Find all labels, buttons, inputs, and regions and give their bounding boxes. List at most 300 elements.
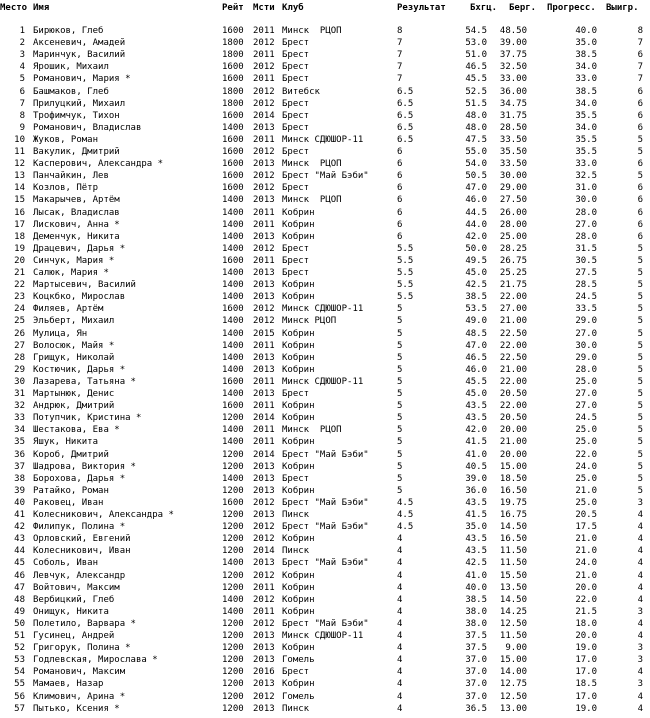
cell-progress: 38.5 bbox=[575, 50, 597, 61]
cell-rating: 1200 bbox=[222, 667, 244, 678]
cell-club: Брест bbox=[282, 50, 310, 61]
table-row bbox=[0, 376, 650, 388]
cell-name: Филипук, Полина * bbox=[33, 522, 126, 533]
cell-buchholz: 44.5 bbox=[465, 207, 487, 218]
cell-wins: 5 bbox=[637, 134, 643, 145]
cell-progress: 33.0 bbox=[575, 159, 597, 170]
table-row bbox=[0, 436, 650, 448]
cell-progress: 17.0 bbox=[575, 655, 597, 666]
table-row bbox=[0, 255, 650, 267]
cell-buchholz: 40.5 bbox=[465, 461, 487, 472]
cell-place: 28 bbox=[14, 352, 25, 363]
cell-rating: 1200 bbox=[222, 522, 244, 533]
cell-rating: 1200 bbox=[222, 691, 244, 702]
cell-buchholz: 43.5 bbox=[465, 413, 487, 424]
cell-place: 18 bbox=[14, 231, 25, 242]
cell-wins: 6 bbox=[637, 231, 643, 242]
cell-berger: 27.50 bbox=[499, 195, 527, 206]
cell-club: Кобрин bbox=[282, 485, 315, 496]
cell-buchholz: 38.5 bbox=[465, 594, 487, 605]
cell-result: 5 bbox=[397, 389, 403, 399]
cell-rating: 1800 bbox=[222, 86, 244, 97]
cell-rating: 1600 bbox=[222, 26, 244, 36]
table-row bbox=[0, 73, 650, 85]
table-row bbox=[0, 618, 650, 630]
cell-rating: 1200 bbox=[222, 510, 244, 520]
cell-result: 5.5 bbox=[397, 280, 414, 291]
cell-club: Минск СДЮШОР-11 bbox=[282, 134, 364, 145]
cell-berger: 34.75 bbox=[499, 98, 527, 109]
cell-club: Брест "Май Бэби" bbox=[282, 558, 369, 569]
cell-name: Грищук, Николай bbox=[33, 352, 115, 363]
cell-place: 45 bbox=[14, 558, 25, 569]
cell-name: Шадрова, Виктория * bbox=[33, 461, 136, 472]
cell-place: 48 bbox=[14, 594, 25, 605]
cell-name: Вербицкий, Глеб bbox=[33, 594, 115, 605]
cell-result: 4 bbox=[397, 558, 403, 569]
cell-birth-year: 2012 bbox=[253, 147, 275, 157]
cell-wins: 7 bbox=[637, 38, 643, 49]
cell-berger: 22.50 bbox=[499, 328, 527, 339]
cell-rating: 1400 bbox=[222, 437, 244, 448]
cell-birth-year: 2011 bbox=[253, 340, 275, 351]
cell-name: Коцкбко, Мирослав bbox=[33, 292, 126, 303]
cell-berger: 15.00 bbox=[499, 461, 527, 472]
cell-place: 53 bbox=[14, 655, 25, 666]
cell-rating: 1400 bbox=[222, 389, 244, 399]
cell-wins: 4 bbox=[637, 546, 643, 557]
cell-rating: 1200 bbox=[222, 413, 244, 424]
cell-wins: 5 bbox=[637, 473, 643, 484]
cell-wins: 5 bbox=[637, 316, 643, 327]
cell-birth-year: 2013 bbox=[253, 473, 275, 484]
cell-progress: 25.0 bbox=[575, 473, 597, 484]
cell-berger: 20.00 bbox=[499, 425, 527, 436]
cell-wins: 8 bbox=[637, 26, 643, 36]
table-row bbox=[0, 170, 650, 182]
table-row bbox=[0, 25, 650, 37]
cell-rating: 1600 bbox=[222, 171, 244, 182]
cell-place: 33 bbox=[14, 413, 25, 424]
cell-berger: 48.50 bbox=[499, 26, 527, 36]
cell-result: 5.5 bbox=[397, 268, 414, 278]
cell-berger: 33.50 bbox=[499, 159, 527, 170]
cell-place: 23 bbox=[14, 292, 25, 303]
cell-name: Башмаков, Глеб bbox=[33, 86, 109, 97]
cell-name: Мулица, Ян bbox=[33, 328, 88, 339]
cell-name: Ярошик, Михаил bbox=[33, 62, 109, 73]
cell-place: 13 bbox=[14, 171, 25, 182]
cell-wins: 5 bbox=[637, 425, 643, 436]
table-row bbox=[0, 182, 650, 194]
cell-berger: 13.50 bbox=[499, 582, 527, 593]
cell-name: Колесникович, Иван bbox=[33, 546, 131, 557]
cell-buchholz: 37.5 bbox=[465, 631, 487, 641]
cell-club: Брест bbox=[282, 147, 310, 157]
cell-place: 42 bbox=[14, 522, 25, 533]
cell-progress: 34.0 bbox=[575, 62, 597, 73]
cell-club: Брест bbox=[282, 473, 310, 484]
table-row bbox=[0, 243, 650, 255]
header-name: Имя bbox=[33, 3, 50, 13]
cell-place: 50 bbox=[14, 618, 25, 629]
cell-place: 21 bbox=[14, 268, 25, 278]
table-row bbox=[0, 194, 650, 206]
cell-birth-year: 2014 bbox=[253, 449, 275, 460]
cell-place: 20 bbox=[14, 255, 25, 266]
cell-birth-year: 2012 bbox=[253, 534, 275, 545]
cell-place: 22 bbox=[14, 280, 25, 291]
table-row bbox=[0, 642, 650, 654]
cell-birth-year: 2012 bbox=[253, 62, 275, 73]
cell-name: Войтович, Максим bbox=[33, 582, 120, 593]
cell-rating: 1600 bbox=[222, 62, 244, 73]
cell-club: Кобрин bbox=[282, 364, 315, 375]
table-row bbox=[0, 134, 650, 146]
cell-buchholz: 49.5 bbox=[465, 255, 487, 266]
table-row bbox=[0, 98, 650, 110]
cell-result: 4 bbox=[397, 606, 403, 617]
cell-result: 5 bbox=[397, 401, 403, 412]
cell-result: 4 bbox=[397, 691, 403, 702]
cell-wins: 4 bbox=[637, 618, 643, 629]
table-row bbox=[0, 122, 650, 134]
cell-berger: 20.50 bbox=[499, 389, 527, 399]
cell-place: 8 bbox=[19, 110, 25, 121]
cell-berger: 33.00 bbox=[499, 74, 527, 85]
cell-birth-year: 2013 bbox=[253, 679, 275, 690]
cell-progress: 21.0 bbox=[575, 485, 597, 496]
cell-rating: 1400 bbox=[222, 473, 244, 484]
cell-berger: 31.75 bbox=[499, 110, 527, 121]
cell-buchholz: 44.0 bbox=[465, 219, 487, 230]
cell-wins: 6 bbox=[637, 183, 643, 194]
table-row bbox=[0, 630, 650, 642]
cell-buchholz: 54.5 bbox=[465, 26, 487, 36]
cell-result: 6.5 bbox=[397, 122, 414, 133]
cell-buchholz: 43.5 bbox=[465, 546, 487, 557]
cell-birth-year: 2013 bbox=[253, 364, 275, 375]
cell-birth-year: 2012 bbox=[253, 316, 275, 327]
cell-progress: 24.5 bbox=[575, 413, 597, 424]
cell-name: Романович, Максим bbox=[33, 667, 126, 678]
cell-birth-year: 2011 bbox=[253, 437, 275, 448]
cell-progress: 21.0 bbox=[575, 546, 597, 557]
cell-result: 4 bbox=[397, 703, 403, 714]
cell-wins: 3 bbox=[637, 497, 643, 508]
cell-place: 10 bbox=[14, 134, 25, 145]
cell-name: Вакулик, Дмитрий bbox=[33, 147, 120, 157]
cell-berger: 21.00 bbox=[499, 316, 527, 327]
cell-progress: 19.0 bbox=[575, 703, 597, 714]
cell-rating: 1400 bbox=[222, 292, 244, 303]
cell-berger: 11.50 bbox=[499, 558, 527, 569]
cell-club: Минск РЦОП bbox=[282, 316, 337, 327]
cell-progress: 34.0 bbox=[575, 98, 597, 109]
cell-birth-year: 2011 bbox=[253, 376, 275, 387]
cell-birth-year: 2013 bbox=[253, 122, 275, 133]
cell-wins: 6 bbox=[637, 122, 643, 133]
cell-club: Кобрин bbox=[282, 413, 315, 424]
cell-buchholz: 48.5 bbox=[465, 328, 487, 339]
cell-berger: 15.50 bbox=[499, 570, 527, 581]
cell-berger: 35.50 bbox=[499, 147, 527, 157]
cell-birth-year: 2012 bbox=[253, 183, 275, 194]
cell-rating: 1200 bbox=[222, 679, 244, 690]
cell-progress: 18.5 bbox=[575, 679, 597, 690]
cell-buchholz: 41.5 bbox=[465, 437, 487, 448]
cell-buchholz: 43.5 bbox=[465, 534, 487, 545]
cell-rating: 1200 bbox=[222, 655, 244, 666]
cell-wins: 6 bbox=[637, 159, 643, 170]
cell-result: 7 bbox=[397, 38, 403, 49]
cell-name: Ратайко, Роман bbox=[33, 485, 109, 496]
cell-progress: 20.5 bbox=[575, 510, 597, 520]
cell-progress: 28.5 bbox=[575, 280, 597, 291]
cell-result: 4 bbox=[397, 618, 403, 629]
cell-name: Лискович, Анна * bbox=[33, 219, 120, 230]
cell-club: Брест "Май Бэби" bbox=[282, 171, 369, 182]
cell-wins: 5 bbox=[637, 352, 643, 363]
cell-club: Брест bbox=[282, 74, 310, 85]
cell-place: 56 bbox=[14, 691, 25, 702]
cell-place: 41 bbox=[14, 510, 25, 520]
cell-club: Кобрин bbox=[282, 328, 315, 339]
cell-name: Яшук, Никита bbox=[33, 437, 99, 448]
cell-name: Андрюк, Дмитрий bbox=[33, 401, 115, 412]
cell-rating: 1200 bbox=[222, 570, 244, 581]
cell-place: 9 bbox=[19, 122, 25, 133]
cell-place: 31 bbox=[14, 389, 25, 399]
cell-club: Минск СДЮШОР-11 bbox=[282, 376, 364, 387]
cell-result: 6 bbox=[397, 219, 403, 230]
cell-club: Брест bbox=[282, 243, 310, 254]
cell-wins: 4 bbox=[637, 667, 643, 678]
cell-rating: 1800 bbox=[222, 38, 244, 49]
cell-result: 5 bbox=[397, 304, 403, 315]
cell-berger: 18.50 bbox=[499, 473, 527, 484]
cell-progress: 35.5 bbox=[575, 147, 597, 157]
cell-progress: 22.0 bbox=[575, 594, 597, 605]
cell-progress: 40.0 bbox=[575, 26, 597, 36]
cell-result: 4 bbox=[397, 655, 403, 666]
cell-club: Кобрин bbox=[282, 643, 315, 654]
cell-progress: 20.0 bbox=[575, 582, 597, 593]
cell-result: 6 bbox=[397, 147, 403, 157]
cell-club: Кобрин bbox=[282, 231, 315, 242]
cell-wins: 6 bbox=[637, 86, 643, 97]
cell-rating: 1200 bbox=[222, 631, 244, 641]
cell-wins: 4 bbox=[637, 534, 643, 545]
table-row bbox=[0, 291, 650, 303]
cell-name: Жуков, Роман bbox=[33, 134, 99, 145]
cell-rating: 1600 bbox=[222, 74, 244, 85]
cell-buchholz: 54.0 bbox=[465, 159, 487, 170]
cell-berger: 25.00 bbox=[499, 231, 527, 242]
cell-rating: 1400 bbox=[222, 122, 244, 133]
cell-result: 4 bbox=[397, 631, 403, 641]
cell-wins: 3 bbox=[637, 655, 643, 666]
cell-result: 4 bbox=[397, 679, 403, 690]
cell-place: 29 bbox=[14, 364, 25, 375]
cell-wins: 7 bbox=[637, 74, 643, 85]
cell-progress: 28.0 bbox=[575, 364, 597, 375]
cell-wins: 5 bbox=[637, 437, 643, 448]
cell-progress: 17.5 bbox=[575, 522, 597, 533]
cell-berger: 21.00 bbox=[499, 437, 527, 448]
cell-buchholz: 36.0 bbox=[465, 485, 487, 496]
cell-berger: 30.00 bbox=[499, 171, 527, 182]
cell-rating: 1400 bbox=[222, 231, 244, 242]
cell-birth-year: 2011 bbox=[253, 26, 275, 36]
table-row bbox=[0, 461, 650, 473]
table-row bbox=[0, 545, 650, 557]
cell-place: 57 bbox=[14, 703, 25, 714]
cell-progress: 34.0 bbox=[575, 122, 597, 133]
cell-rating: 1400 bbox=[222, 364, 244, 375]
cell-berger: 32.50 bbox=[499, 62, 527, 73]
cell-wins: 5 bbox=[637, 389, 643, 399]
cell-progress: 35.5 bbox=[575, 134, 597, 145]
cell-rating: 1600 bbox=[222, 159, 244, 170]
cell-rating: 1200 bbox=[222, 703, 244, 714]
cell-berger: 28.00 bbox=[499, 219, 527, 230]
table-row bbox=[0, 146, 650, 158]
cell-place: 25 bbox=[14, 316, 25, 327]
cell-berger: 22.00 bbox=[499, 401, 527, 412]
cell-wins: 5 bbox=[637, 304, 643, 315]
cell-club: Гомель bbox=[282, 655, 315, 666]
cell-birth-year: 2011 bbox=[253, 255, 275, 266]
cell-berger: 13.00 bbox=[499, 703, 527, 714]
cell-birth-year: 2012 bbox=[253, 497, 275, 508]
cell-birth-year: 2016 bbox=[253, 667, 275, 678]
cell-wins: 6 bbox=[637, 195, 643, 206]
table-row bbox=[0, 328, 650, 340]
cell-name: Козлов, Пётр bbox=[33, 183, 99, 194]
cell-club: Кобрин bbox=[282, 582, 315, 593]
cell-result: 4.5 bbox=[397, 510, 414, 520]
cell-wins: 5 bbox=[637, 147, 643, 157]
cell-berger: 22.50 bbox=[499, 352, 527, 363]
cell-name: Потупчик, Кристина * bbox=[33, 413, 142, 424]
cell-name: Климович, Арина * bbox=[33, 691, 126, 702]
cell-name: Шестакова, Ева * bbox=[33, 425, 120, 436]
header-place: Место bbox=[0, 3, 28, 13]
table-row bbox=[0, 654, 650, 666]
cell-result: 4 bbox=[397, 534, 403, 545]
cell-progress: 21.5 bbox=[575, 606, 597, 617]
cell-club: Кобрин bbox=[282, 340, 315, 351]
cell-club: Минск СДЮШОР-11 bbox=[282, 631, 364, 641]
cell-place: 26 bbox=[14, 328, 25, 339]
cell-rating: 1400 bbox=[222, 425, 244, 436]
cell-buchholz: 45.5 bbox=[465, 376, 487, 387]
cell-berger: 29.00 bbox=[499, 183, 527, 194]
header-result: Результат bbox=[397, 3, 446, 13]
cell-place: 3 bbox=[19, 50, 25, 61]
cell-progress: 22.0 bbox=[575, 449, 597, 460]
cell-result: 7 bbox=[397, 74, 403, 85]
cell-berger: 25.25 bbox=[499, 268, 527, 278]
cell-wins: 5 bbox=[637, 461, 643, 472]
cell-club: Минск СДЮШОР-11 bbox=[282, 304, 364, 315]
cell-rating: 1600 bbox=[222, 134, 244, 145]
cell-rating: 1600 bbox=[222, 304, 244, 315]
cell-name: Романович, Мария * bbox=[33, 74, 131, 85]
cell-club: Кобрин bbox=[282, 219, 315, 230]
cell-wins: 4 bbox=[637, 558, 643, 569]
cell-wins: 5 bbox=[637, 328, 643, 339]
cell-wins: 5 bbox=[637, 171, 643, 182]
cell-wins: 5 bbox=[637, 243, 643, 254]
cell-result: 6 bbox=[397, 183, 403, 194]
cell-berger: 22.00 bbox=[499, 340, 527, 351]
cell-place: 4 bbox=[19, 62, 25, 73]
cell-club: Брест bbox=[282, 62, 310, 73]
cell-rating: 1200 bbox=[222, 546, 244, 557]
cell-buchholz: 53.0 bbox=[465, 38, 487, 49]
cell-place: 14 bbox=[14, 183, 25, 194]
table-row bbox=[0, 582, 650, 594]
cell-place: 24 bbox=[14, 304, 25, 315]
cell-place: 38 bbox=[14, 473, 25, 484]
cell-rating: 1400 bbox=[222, 340, 244, 351]
cell-wins: 5 bbox=[637, 292, 643, 303]
cell-buchholz: 50.0 bbox=[465, 243, 487, 254]
cell-name: Гусинец, Андрей bbox=[33, 631, 115, 641]
cell-name: Панчайкин, Лев bbox=[33, 171, 109, 182]
table-row bbox=[0, 473, 650, 485]
cell-rating: 1400 bbox=[222, 352, 244, 363]
cell-rating: 1600 bbox=[222, 255, 244, 266]
cell-result: 4 bbox=[397, 594, 403, 605]
cell-buchholz: 51.0 bbox=[465, 50, 487, 61]
cell-place: 46 bbox=[14, 570, 25, 581]
cell-progress: 24.0 bbox=[575, 558, 597, 569]
cell-progress: 21.0 bbox=[575, 570, 597, 581]
cell-birth-year: 2013 bbox=[253, 268, 275, 278]
cell-progress: 27.0 bbox=[575, 389, 597, 399]
table-row bbox=[0, 557, 650, 569]
cell-berger: 14.50 bbox=[499, 594, 527, 605]
cell-wins: 4 bbox=[637, 691, 643, 702]
cell-result: 5 bbox=[397, 449, 403, 460]
cell-result: 6 bbox=[397, 195, 403, 206]
cell-wins: 4 bbox=[637, 631, 643, 641]
cell-result: 6.5 bbox=[397, 110, 414, 121]
cell-wins: 7 bbox=[637, 62, 643, 73]
header-birth: Мсти bbox=[253, 3, 275, 13]
cell-birth-year: 2012 bbox=[253, 570, 275, 581]
table-row bbox=[0, 61, 650, 73]
cell-club: Брест bbox=[282, 38, 310, 49]
cell-result: 6 bbox=[397, 231, 403, 242]
cell-wins: 4 bbox=[637, 594, 643, 605]
cell-wins: 4 bbox=[637, 522, 643, 533]
cell-progress: 27.0 bbox=[575, 219, 597, 230]
cell-birth-year: 2013 bbox=[253, 655, 275, 666]
cell-progress: 25.0 bbox=[575, 425, 597, 436]
cell-name: Короб, Дмитрий bbox=[33, 449, 109, 460]
cell-berger: 26.00 bbox=[499, 207, 527, 218]
cell-progress: 31.0 bbox=[575, 183, 597, 194]
cell-wins: 6 bbox=[637, 207, 643, 218]
cell-place: 34 bbox=[14, 425, 25, 436]
cell-club: Брест bbox=[282, 122, 310, 133]
cell-name: Маринчук, Василий bbox=[33, 50, 126, 61]
cell-rating: 1400 bbox=[222, 280, 244, 291]
